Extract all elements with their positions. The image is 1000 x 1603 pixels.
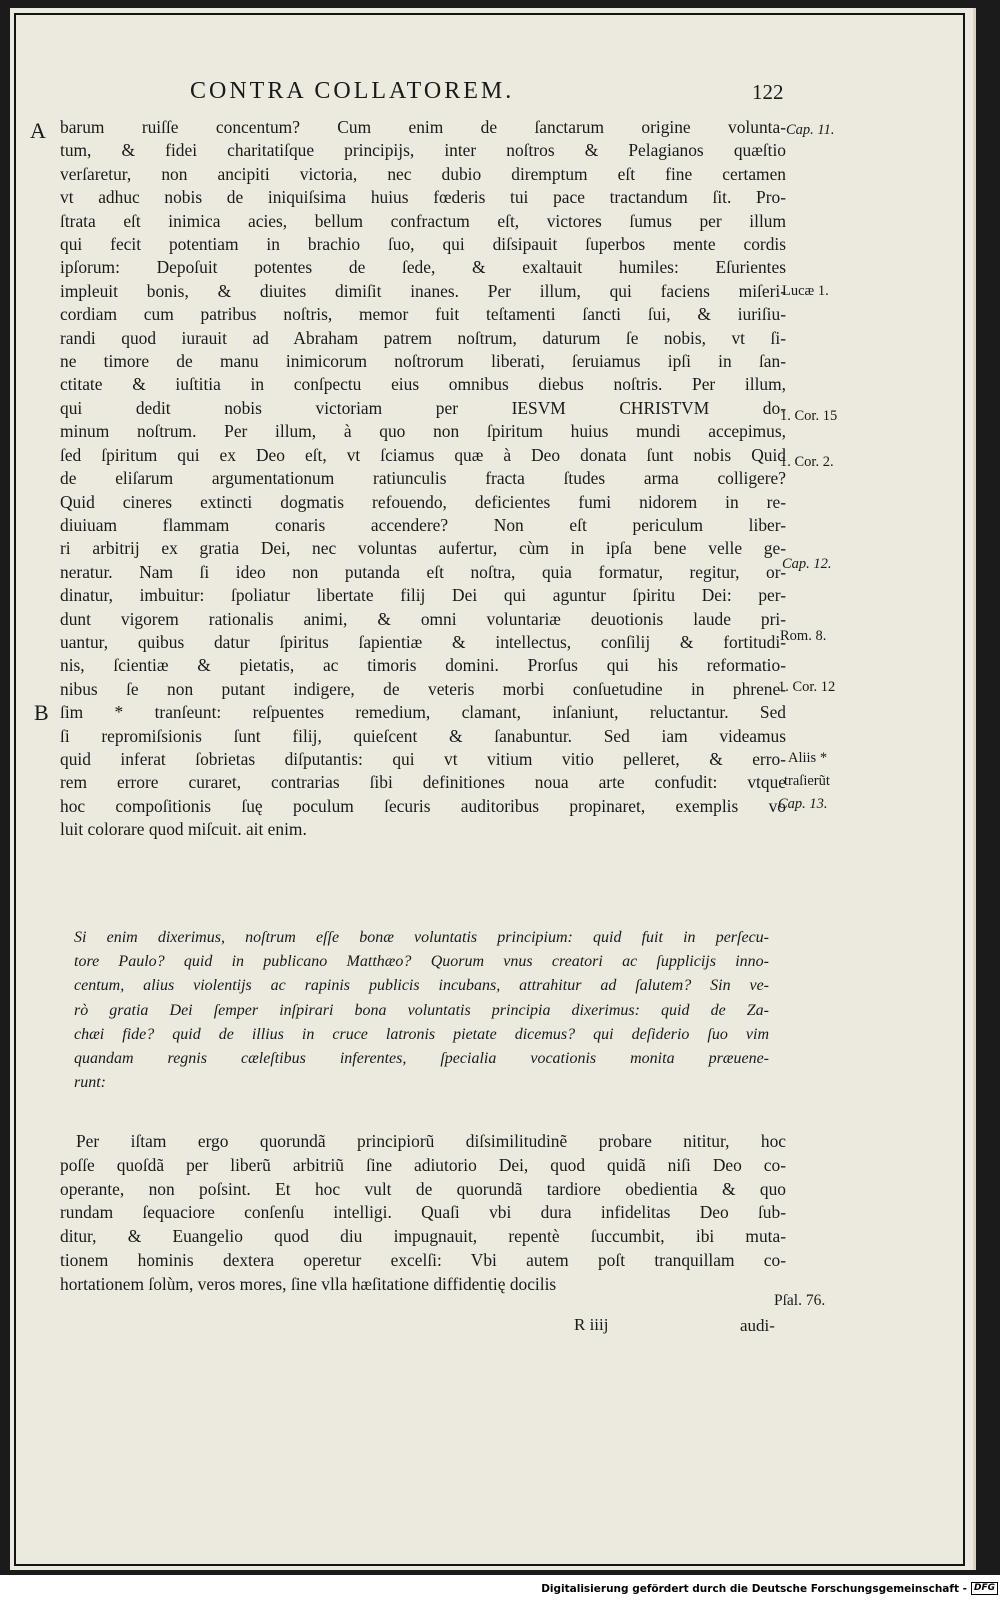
text-line: barum ruiſſe concentum? Cum enim de ſanctarum origine volunta- (60, 117, 786, 137)
text-line: Quid cineres extincti dogmatis refouendo, deficientes fumi nidorem in re- (60, 491, 786, 512)
quote-line: Si enim dixerimus, noſtrum eſſe bonæ voluntatis principium: quid fuit in perſecu- (74, 929, 769, 946)
text-line: ſi repromiſsionis ſunt filij, quieſcent & ſanabuntur. Sed iam videamus (60, 725, 786, 746)
text-line: neratur. Nam ſi ideo non putanda eſt noſtra, quia formatur, regitur, or- (60, 561, 786, 582)
margin-note-1-cor-12: 1. Cor. 12 (778, 679, 836, 695)
text-line: ctitate & iuſtitia in conſpectu eius omnibus diebus noſtris. Per illum, (60, 374, 786, 395)
text-line: operante, non poſsint. Et hoc vult de quorundã tardiore obedientia & quo (60, 1178, 786, 1199)
text-line: diuiuam flammam conaris accendere? Non eſt periculum liber- (60, 514, 786, 535)
text-line: hortationem ſolùm, veros mores, ſine vlla hæſitatione diffidentię docilis (60, 1273, 557, 1294)
margin-note-cap-12: Cap. 12. (782, 556, 832, 572)
text-line: verſaretur, non ancipiti victoria, nec dubio diremptum eſt fine certamen (60, 163, 786, 184)
text-line: qui fecit potentiam in brachio ſuo, qui diſsipauit ſuperbos mente cordis (60, 234, 786, 255)
quote-line: chæi fide? quid de illius in cruce latronis pietate dicemus? qui deſiderio ſuo vim (74, 1025, 769, 1043)
text-line: tionem hominis dextera operetur excelſi: Vbi autem poſt tranquillam co- (60, 1249, 786, 1270)
section-letter-b: B (34, 700, 49, 725)
signature-mark: R iiij (574, 1315, 609, 1334)
text-line: rundam ſequaciore conſenſu intelligi. Quaſi vbi dura infidelitas Deo ſub- (60, 1202, 786, 1223)
text-line: vt adhuc nobis de iniquiſsima huius fœderis tui pace tractandum ſit. Pro- (60, 187, 786, 208)
margin-note-luke-1: Lucæ 1. (782, 283, 829, 299)
text-line: de eliſarum argumentationum ratiunculis fracta ſtudes arma colligere? (60, 468, 786, 489)
text-line: hoc compoſitionis ſuę poculum ſecuris auditoribus propinaret, exemplis vo (60, 795, 786, 816)
text-line: ipſorum: Depoſuit potentes de ſede, & exaltauit humiles: Eſurientes (60, 257, 786, 278)
text-line: luit colorare quod miſcuit. ait enim. (60, 819, 307, 840)
text-line: ditur, & Euangelio quod diu impugnauit, repentè ſuccumbit, ibi muta- (60, 1226, 786, 1247)
text-line: impleuit bonis, & diuites dimiſit inanes. Per illum, qui faciens miſeri- (60, 280, 786, 301)
margin-note-aliis: Aliis * (788, 750, 828, 766)
continuation-text-block (60, 1130, 786, 1297)
quote-line: centum, alius violentijs ac rapinis publicis incubans, attrahitur ad ſalutem? Sin ve- (74, 977, 769, 995)
text-line: nis, ſcientiæ & pietatis, ac timoris domini. Prorſus qui his reformatio- (60, 655, 786, 676)
margin-note-psal-76: Pſal. 76. (774, 1292, 826, 1309)
text-line: nibus ſe non putant indigere, de veteris morbi conſuetudine in phrene- (60, 678, 786, 699)
quoted-passage (74, 926, 769, 1095)
running-title: CONTRA COLLATOREM. (190, 78, 515, 104)
text-line: uantur, quibus datur ſpiritus ſapientiæ & intellectus, conſilij & fortitudi- (60, 631, 786, 652)
quote-line: tore Paulo? quid in publicano Matthæo? Quorum vnus creatori ac ſupplicijs inno- (74, 953, 769, 971)
text-line: quid inferat ſobrietas diſputantis: qui vt vitium vitio pelleret, & erro- (60, 748, 786, 769)
text-line: Per iſtam ergo quorundã principiorũ diſsimilitudinẽ probare nititur, hoc (76, 1131, 786, 1151)
margin-note-rom-8: Rom. 8. (780, 628, 827, 644)
text-line: cordiam cum patribus noſtris, memor fuit teſtamenti ſancti ſui, & iuriſiu- (60, 304, 786, 325)
margin-note-1-cor-2: 1. Cor. 2. (780, 454, 834, 470)
text-line: rem errore curaret, contrarias ſibi definitiones noua arte confudit: vtque (60, 772, 786, 793)
text-line: ſim * tranſeunt: reſpuentes remedium, clamant, inſaniunt, reluctantur. Sed (60, 702, 786, 723)
text-line: ſtrata eſt inimica acies, bellum confractum eſt, victores ſumus per illum (60, 210, 786, 231)
quote-line: rò gratia Dei ſemper inſpirari bona voluntatis principia dixerimus: quid de Za- (74, 1001, 769, 1019)
main-text-block (60, 116, 786, 842)
catchword: audi- (740, 1316, 775, 1335)
margin-note-transierunt: traſierũt (784, 773, 830, 789)
digitization-footer (541, 1582, 998, 1595)
margin-note-cap-13: Cap. 13. (778, 796, 828, 812)
footer-text: Digitalisierung gefördert durch die Deutsche Forschungsgemeinschaft - (541, 1582, 967, 1595)
text-line: dinatur, imbuitur: ſpoliatur libertate filij Dei qui aguntur ſpiritu Dei: per- (60, 585, 786, 606)
text-line: ſed ſpiritum qui ex Deo eſt, vt ſciamus quæ à Deo donata ſunt nobis Quid (60, 444, 786, 465)
section-letter-a: A (30, 118, 46, 143)
text-line: tum, & fidei charitatiſque principijs, inter noſtros & Pelagianos quæſtio (60, 140, 786, 161)
quote-line: quandam regnis cæleſtibus inferentes, ſpecialia vocationis monita præuene- (74, 1050, 769, 1068)
text-line: poſſe quoſdã per liberũ arbitriũ ſine adiutorio Dei, quod quidã niſi Deo co- (60, 1154, 786, 1175)
page-number: 122 (752, 80, 784, 104)
dfg-logo-icon: DFG (971, 1582, 998, 1595)
text-line: ne timore de manu inimicorum noſtrorum liberati, ſeruiamus ipſi in ſan- (60, 351, 786, 372)
text-line: ri arbitrij ex gratia Dei, nec voluntas aufertur, cùm in ipſa bene velle ge- (60, 538, 786, 559)
margin-note-1-cor-15: 1. Cor. 15 (780, 408, 838, 424)
quote-line: runt: (74, 1074, 106, 1092)
text-line: dunt vigorem rationalis animi, & omni voluntariæ deuotionis laude pri- (60, 608, 786, 629)
text-line: minum noſtrum. Per illum, à quo non ſpiritum huius mundi accepimus, (60, 421, 786, 442)
text-line: randi quod iurauit ad Abraham patrem noſtrum, daturum ſe nobis, vt ſi- (60, 327, 786, 348)
margin-note-cap-11: Cap. 11. (786, 122, 835, 138)
text-line: qui dedit nobis victoriam per IESVM CHRISTVM do- (60, 397, 786, 418)
